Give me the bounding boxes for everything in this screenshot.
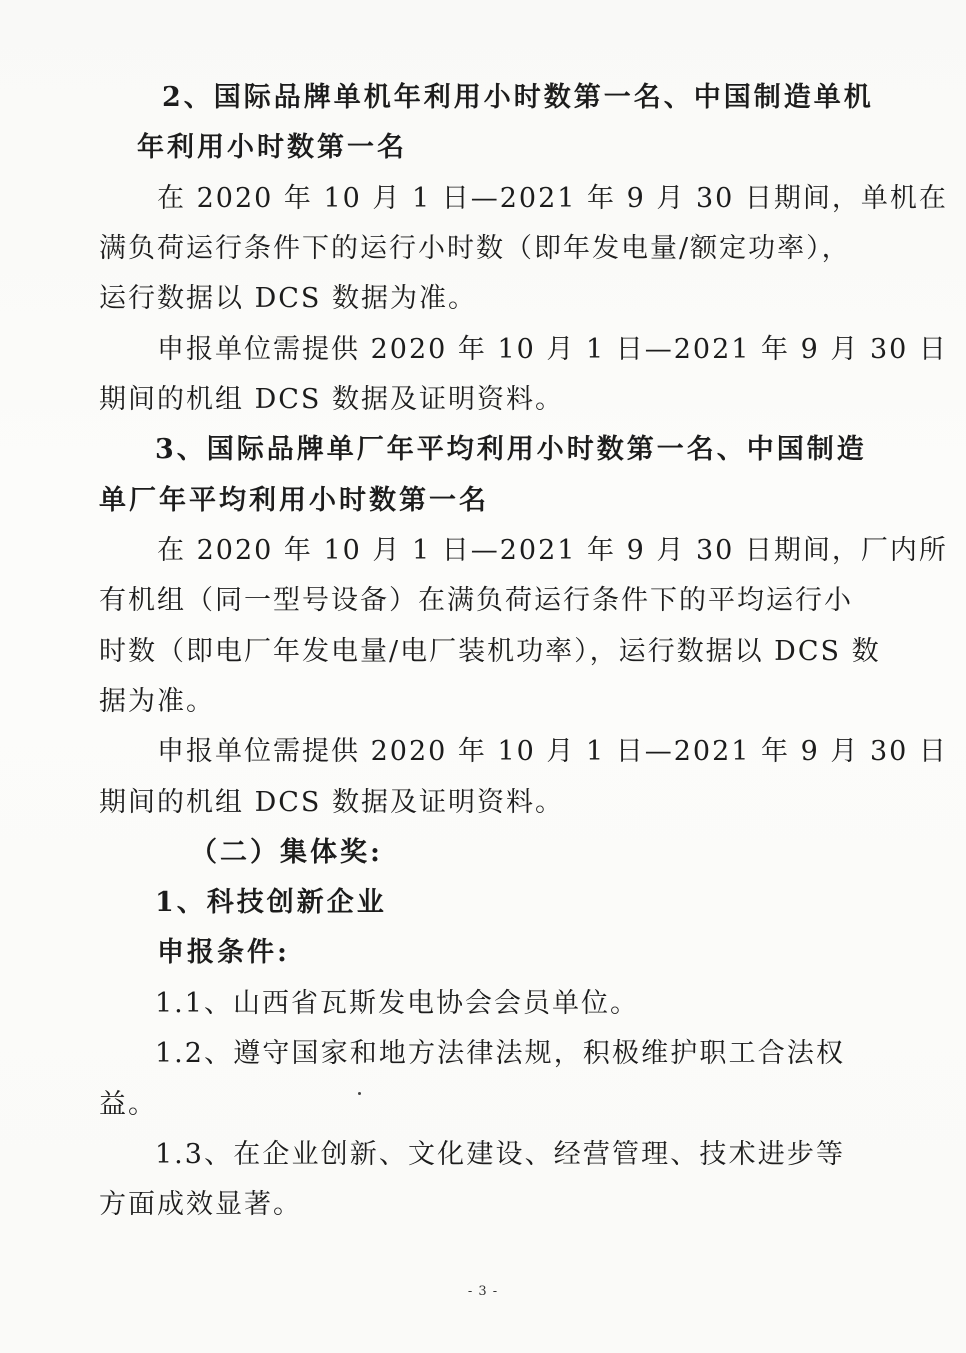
paragraph-line: 有机组（同一型号设备）在满负荷运行条件下的平均运行小 <box>99 585 853 616</box>
stray-mark <box>358 1092 361 1095</box>
section-heading-2: 2、国际品牌单机年利用小时数第一名、中国制造单机 <box>162 82 874 113</box>
paragraph-line: 在 2020 年 10 月 1 日—2021 年 9 月 30 日期间，厂内所 <box>157 535 948 566</box>
paragraph-line: 期间的机组 DCS 数据及证明资料。 <box>99 787 564 818</box>
condition-item-1-2-continued: 益。 <box>99 1089 157 1120</box>
paragraph-line: 运行数据以 DCS 数据为准。 <box>99 283 477 314</box>
section-heading-3: 3、国际品牌单厂年平均利用小时数第一名、中国制造 <box>155 434 867 465</box>
condition-item-1-3: 1.3、在企业创新、文化建设、经营管理、技术进步等 <box>155 1139 845 1170</box>
paragraph-line: 申报单位需提供 2020 年 10 月 1 日—2021 年 9 月 30 日 <box>157 334 948 365</box>
paragraph-line: 申报单位需提供 2020 年 10 月 1 日—2021 年 9 月 30 日 <box>157 736 948 767</box>
paragraph-line: 时数（即电厂年发电量/电厂装机功率），运行数据以 DCS 数 <box>99 636 881 667</box>
condition-item-1-3-continued: 方面成效显著。 <box>99 1189 302 1220</box>
paragraph-line: 据为准。 <box>99 686 215 717</box>
condition-item-1-1: 1.1、山西省瓦斯发电协会会员单位。 <box>155 988 639 1019</box>
section-heading-collective-award: （二）集体奖: <box>190 837 383 868</box>
section-heading-2-continued: 年利用小时数第一名 <box>137 132 407 163</box>
conditions-heading: 申报条件: <box>157 937 290 968</box>
paragraph-line: 在 2020 年 10 月 1 日—2021 年 9 月 30 日期间，单机在 <box>157 183 948 214</box>
paragraph-line: 期间的机组 DCS 数据及证明资料。 <box>99 384 564 415</box>
section-heading-3-continued: 单厂年平均利用小时数第一名 <box>99 485 489 516</box>
condition-item-1-2: 1.2、遵守国家和地方法律法规，积极维护职工合法权 <box>155 1038 845 1069</box>
paragraph-line: 满负荷运行条件下的运行小时数（即年发电量/额定功率）， <box>99 233 851 264</box>
page-number: - 3 - <box>467 1284 499 1299</box>
subsection-heading-tech-innovation: 1、科技创新企业 <box>155 887 387 918</box>
